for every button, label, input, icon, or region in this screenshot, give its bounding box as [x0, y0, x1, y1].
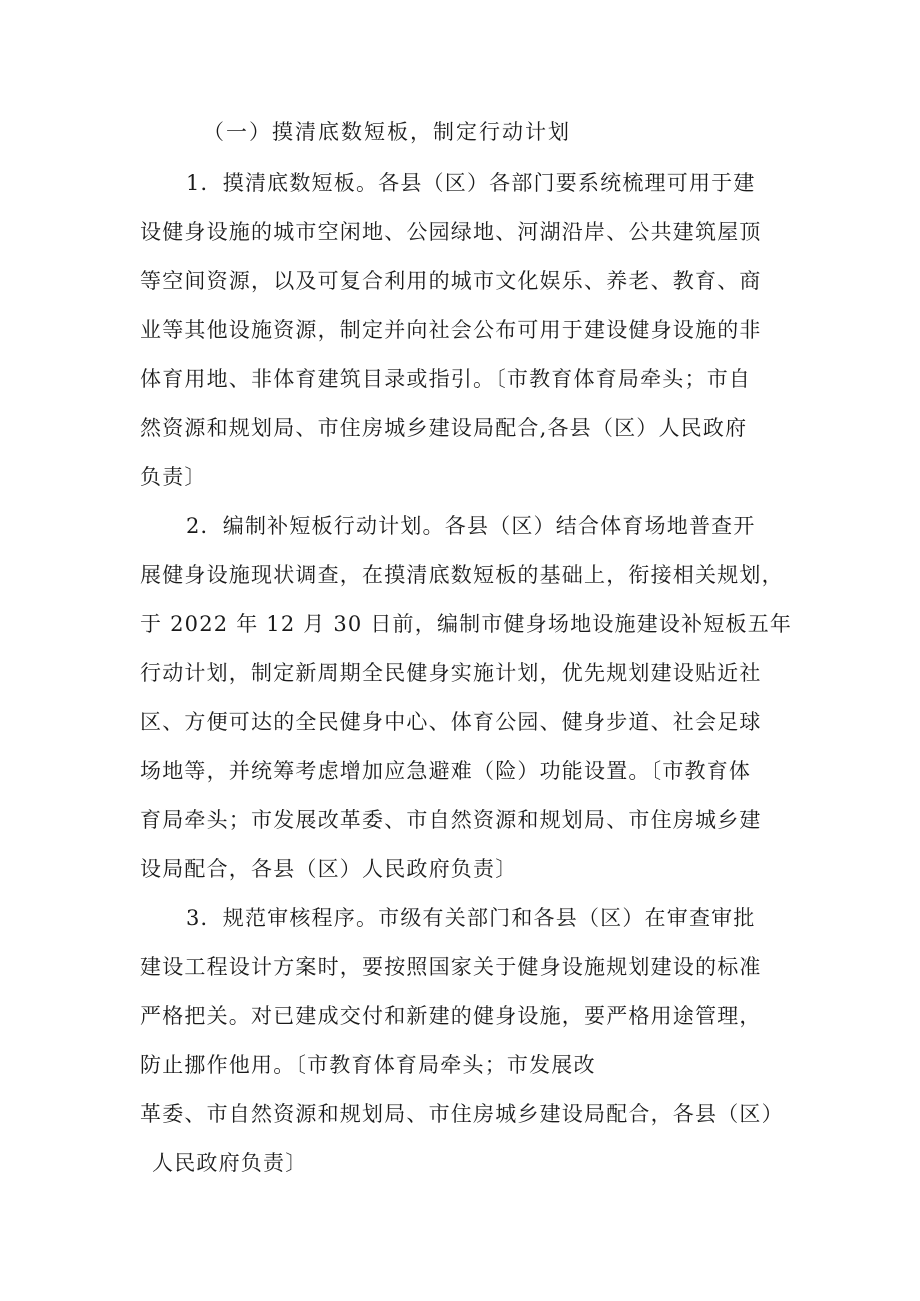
item-3-line: 严格把关。对已建成交付和新建的健身设施，要严格用途管理， — [140, 1004, 762, 1028]
item-2-line: 区、方便可达的全民健身中心、体育公园、健身步道、社会足球 — [140, 710, 762, 734]
item-2-line: 场地等，并统筹考虑增加应急避难（险）功能设置。〔市教育体 — [140, 759, 752, 783]
item-2-line: 设局配合，各县（区）人民政府负责〕 — [140, 857, 518, 881]
item-3-line: 防止挪作他用。〔市教育体育局牵头；市发展改 — [140, 1053, 596, 1077]
item-1-line: 等空间资源，以及可复合利用的城市文化娱乐、养老、教育、商 — [140, 269, 762, 293]
item-1-line: 设健身设施的城市空闲地、公园绿地、河湖沿岸、公共建筑屋顶 — [140, 220, 762, 244]
item-1-line: 业等其他设施资源，制定并向社会公布可用于建设健身设施的非 — [140, 318, 762, 342]
item-1-line: 然资源和规划局、市住房城乡建设局配合,各县（区）人民政府 — [140, 416, 748, 440]
item-2-line: 于 2022 年 12 月 30 日前，编制市健身场地设施建设补短板五年 — [140, 612, 793, 636]
item-2-line: 行动计划，制定新周期全民健身实施计划，优先规划建设贴近社 — [140, 661, 762, 685]
item-1-line: 1．摸清底数短板。各县（区）各部门要系统梳理可用于建 — [186, 171, 756, 195]
item-3-line: 3．规范审核程序。市级有关部门和各县（区）在审查审批 — [186, 906, 756, 930]
item-2-line: 育局牵头；市发展改革委、市自然资源和规划局、市住房城乡建 — [140, 808, 762, 832]
item-3-line: 建设工程设计方案时，要按照国家关于健身设施规划建设的标准 — [140, 955, 762, 979]
item-1-line: 体育用地、非体育建筑目录或指引。〔市教育体育局牵头；市自 — [140, 367, 752, 391]
item-3-line: 革委、市自然资源和规划局、市住房城乡建设局配合，各县（区） — [140, 1102, 784, 1126]
item-2-line: 2．编制补短板行动计划。各县（区）结合体育场地普查开 — [186, 514, 756, 538]
item-1-line: 负责〕 — [140, 465, 207, 489]
item-3-line: 人民政府负责〕 — [152, 1151, 308, 1175]
section-heading: （一）摸清底数短板，制定行动计划 — [203, 120, 571, 144]
item-2-line: 展健身设施现状调查，在摸清底数短板的基础上，衔接相关规划， — [140, 563, 784, 587]
